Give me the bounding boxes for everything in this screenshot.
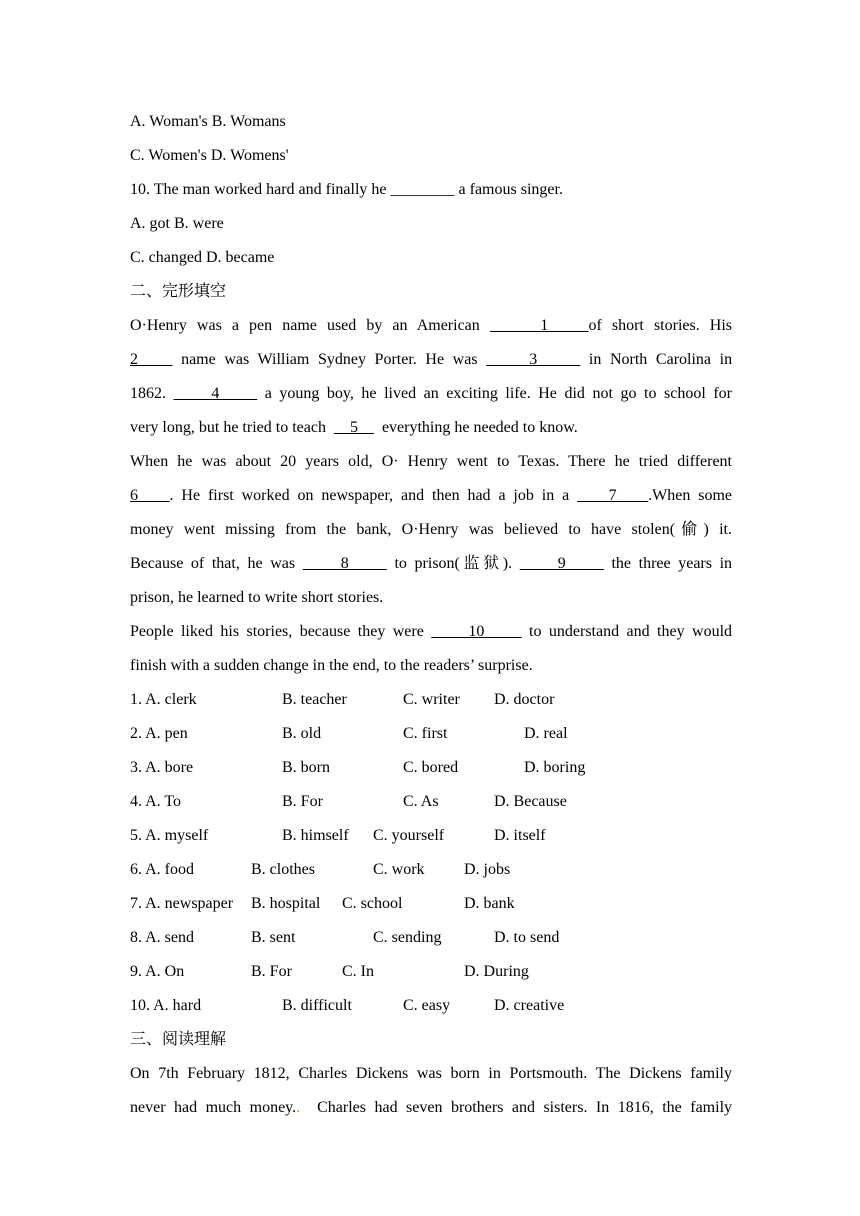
cloze-p1-line-3: 1862. 4 a young boy, he lived an exciting life. He did not go to school for xyxy=(130,385,733,402)
cloze-p2-line-3: money went missing from the bank, O·Henry was believed to have stolen(偷) it. xyxy=(130,521,733,538)
reading-line-2: never had much money.. Charles had seven brothers and sisters. In 1816, the family xyxy=(130,1099,733,1116)
blank-7: 7 xyxy=(608,487,617,504)
option-4-a: 4. A. To xyxy=(130,793,182,810)
option-10-a: 10. A. hard xyxy=(130,997,202,1014)
blank-6: 6 xyxy=(130,487,138,504)
option-7-c: C. school xyxy=(342,895,403,912)
q10-stem: 10. The man worked hard and finally he ________ a famous singer. xyxy=(130,181,563,198)
option-10-c: C. easy xyxy=(403,997,451,1014)
option-2-d: D. real xyxy=(524,725,568,742)
option-8-b: B. sent xyxy=(251,929,296,946)
option-6-c: C. work xyxy=(373,861,425,878)
stray-dot: . xyxy=(296,1099,301,1116)
blank-10: 10 xyxy=(468,623,485,640)
option-1-a: 1. A. clerk xyxy=(130,691,197,708)
option-3-b: B. born xyxy=(282,759,330,776)
cloze-p1-line-2: 2 name was William Sydney Porter. He was 3 in North Carolina in xyxy=(130,351,733,368)
option-3-a: 3. A. bore xyxy=(130,759,194,776)
option-8-c: C. sending xyxy=(373,929,442,946)
option-7-d: D. bank xyxy=(464,895,515,912)
option-1-b: B. teacher xyxy=(282,691,347,708)
option-3-d: D. boring xyxy=(524,759,586,776)
cloze-p2-line-5: prison, he learned to write short stories. xyxy=(130,589,384,606)
cloze-p2-line-2: 6 . He first worked on newspaper, and then had a job in a 7 .When some xyxy=(130,487,733,504)
option-9-d: D. During xyxy=(464,963,529,980)
cloze-p1-line-4: very long, but he tried to teach 5 everything he needed to know. xyxy=(130,419,578,436)
option-9-a: 9. A. On xyxy=(130,963,185,980)
option-4-c: C. As xyxy=(403,793,439,810)
cloze-p2-line-4: Because of that, he was 8 to prison(监狱). 9 the three years in xyxy=(130,555,733,572)
option-9-b: B. For xyxy=(251,963,292,980)
option-5-d: D. itself xyxy=(494,827,546,844)
cloze-p3-line-2: finish with a sudden change in the end, to the readers’ surprise. xyxy=(130,657,533,674)
option-7-a: 7. A. newspaper xyxy=(130,895,234,912)
option-6-b: B. clothes xyxy=(251,861,315,878)
option-6-d: D. jobs xyxy=(464,861,511,878)
q10-options-line-2: C. changed D. became xyxy=(130,249,275,266)
option-1-c: C. writer xyxy=(403,691,460,708)
blank-8: 8 xyxy=(340,555,349,572)
option-2-b: B. old xyxy=(282,725,322,742)
option-2-c: C. first xyxy=(403,725,448,742)
option-8-a: 8. A. send xyxy=(130,929,194,946)
blank-2: 2 xyxy=(130,351,138,368)
q9-options-line-1: A. Woman's B. Womans xyxy=(130,113,286,130)
option-7-b: B. hospital xyxy=(251,895,321,912)
option-5-b: B. himself xyxy=(282,827,349,844)
option-5-a: 5. A. myself xyxy=(130,827,209,844)
blank-5: 5 xyxy=(349,419,358,436)
option-2-a: 2. A. pen xyxy=(130,725,188,742)
option-4-d: D. Because xyxy=(494,793,567,810)
option-6-a: 6. A. food xyxy=(130,861,194,878)
option-1-d: D. doctor xyxy=(494,691,555,708)
option-10-b: B. difficult xyxy=(282,997,352,1014)
cloze-p1-line-1: O·Henry was a pen name used by an American 1 of short stories. His xyxy=(130,317,733,334)
blank-4: 4 xyxy=(211,385,220,402)
blank-1: 1 xyxy=(540,317,549,334)
option-8-d: D. to send xyxy=(494,929,560,946)
cloze-p2-line-1: When he was about 20 years old, O· Henry went to Texas. There he tried different xyxy=(130,453,732,470)
cloze-p3-line-1: People liked his stories, because they were 10 to understand and they would xyxy=(130,623,733,640)
option-3-c: C. bored xyxy=(403,759,459,776)
q10-options-line-1: A. got B. were xyxy=(130,215,224,232)
blank-9: 9 xyxy=(557,555,566,572)
reading-heading: 三、阅读理解 xyxy=(130,1031,227,1048)
q9-options-line-2: C. Women's D. Womens' xyxy=(130,147,289,164)
option-9-c: C. In xyxy=(342,963,374,980)
blank-3: 3 xyxy=(529,351,538,368)
option-5-c: C. yourself xyxy=(373,827,445,844)
cloze-heading: 二、完形填空 xyxy=(130,283,227,300)
option-10-d: D. creative xyxy=(494,997,565,1014)
option-4-b: B. For xyxy=(282,793,323,810)
reading-line-1: On 7th February 1812, Charles Dickens was born in Portsmouth. The Dickens family xyxy=(130,1065,733,1082)
